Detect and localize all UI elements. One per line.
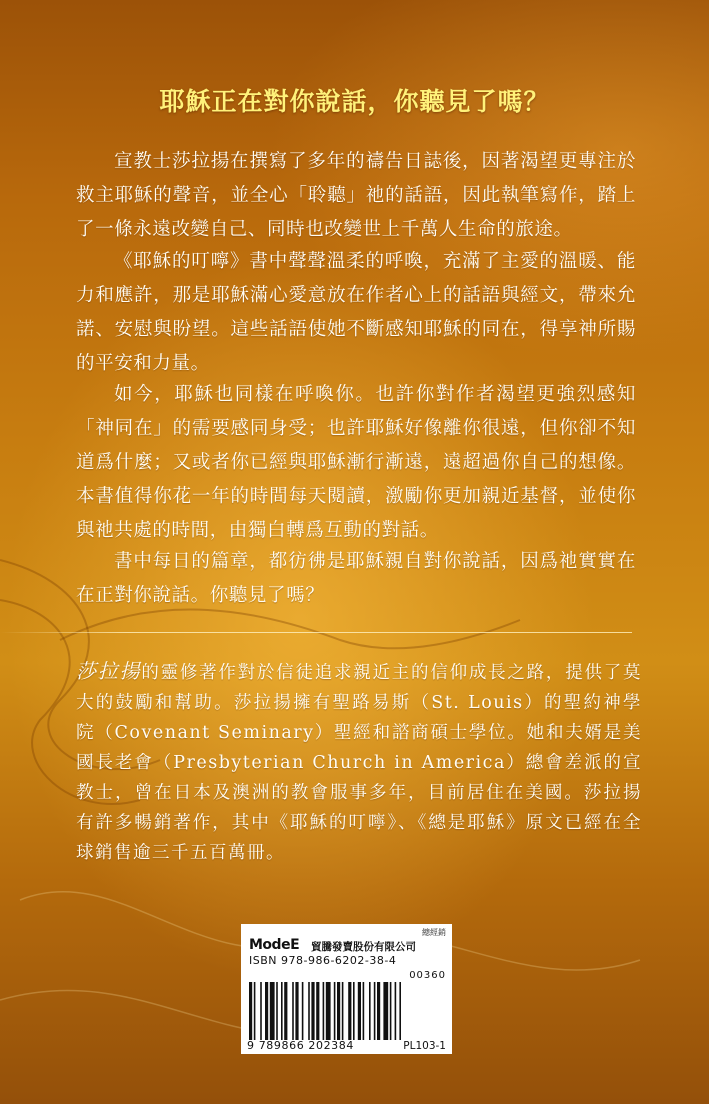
author-bio	[76, 656, 642, 868]
barcode-stripe	[260, 982, 262, 1040]
barcode-stripe	[353, 982, 355, 1040]
barcode-stripe	[311, 982, 314, 1040]
barcode-stripe	[342, 982, 344, 1040]
barcode-stripe	[276, 982, 278, 1040]
author-name: 莎拉揚	[76, 659, 142, 683]
barcode-stripe	[254, 982, 256, 1040]
barcode-stripe	[284, 982, 287, 1040]
barcode-stripe	[292, 982, 294, 1040]
barcode-stripe	[369, 982, 371, 1040]
barcode-stripe	[249, 982, 252, 1040]
barcode-stripe	[281, 982, 283, 1040]
publisher-company: 貿騰發賣股份有限公司	[311, 941, 416, 953]
barcode-stripe	[295, 982, 298, 1040]
isbn-text: ISBN 978-986-6202-38-4	[249, 954, 397, 967]
barcode-stripe	[377, 982, 380, 1040]
distributor-label: 總經銷	[422, 928, 446, 937]
barcode-stripe	[323, 982, 325, 1040]
price-code: 00360	[409, 970, 446, 981]
paragraph-3: 如今，耶穌也同樣在呼喚你。也許你對作者渴望更強烈感知「神同在」的需要感同身受；也許耶穌好像離你很遠，但你卻不知道爲什麼；又或者你已經與耶穌漸行漸遠，遠超過你自己的想像。本書值得你花一年的時間每天閱讀，激勵你更加親近基督，並使你與祂共處的時間，由獨白轉爲互動的對話。	[76, 384, 636, 541]
paragraph-2: 《耶穌的叮嚀》書中聲聲溫柔的呼喚，充滿了主愛的溫暖、能力和應許，那是耶穌滿心愛意放在作者心上的話語與經文，帶來允諾、安慰與盼望。這些話語使她不斷感知耶穌的同在，得享神所賜的平安和力量。	[76, 251, 636, 374]
publisher-logo: ModeE	[249, 937, 300, 953]
section-divider	[0, 632, 632, 633]
barcode-stripe	[334, 982, 336, 1040]
barcode-bars	[249, 982, 445, 1040]
author-bio-text: 的靈修著作對於信徒追求親近主的信仰成長之路，提供了莫大的鼓勵和幫助。莎拉揚擁有聖路易斯（St. Louis）的聖約神學院（Covenant Seminary）聖經和諮商碩士學位。她和夫婿是美國長老會（Presbyterian Church in America）總會差派的宣教士，曾在日本及澳洲的教會服事多年，目前居住在美國。莎拉揚有許多暢銷著作，其中《耶穌的叮嚀》、《總是耶穌》原文已經在全球銷售逾三千五百萬冊。	[76, 663, 643, 863]
barcode-stripe	[390, 982, 392, 1040]
barcode-stripe	[383, 982, 388, 1040]
barcode-stripe	[399, 982, 401, 1040]
barcode-number: 9 789866 202384	[247, 1039, 354, 1052]
barcode-stripe	[316, 982, 319, 1040]
barcode-stripe	[337, 982, 340, 1040]
barcode-stripe	[374, 982, 376, 1040]
barcode-stripe	[265, 982, 268, 1040]
barcode-stripe	[363, 982, 365, 1040]
product-code: PL103-1	[403, 1040, 446, 1052]
barcode-stripe	[348, 982, 351, 1040]
barcode-label	[241, 924, 452, 1054]
barcode-stripe	[395, 982, 397, 1040]
barcode-stripe	[358, 982, 361, 1040]
barcode-stripe	[308, 982, 310, 1040]
headline: 耶穌正在對你說話，你聽見了嗎？	[159, 87, 550, 116]
barcode-stripe	[326, 982, 331, 1040]
barcode-stripe	[270, 982, 275, 1040]
paragraph-4: 書中每日的篇章，都彷彿是耶穌親自對你說話，因爲祂實實在在正對你說話。你聽見了嗎？	[76, 551, 636, 606]
paragraph-1: 宣教士莎拉揚在撰寫了多年的禱告日誌後，因著渴望更專注於救主耶穌的聲音，並全心「聆聽」祂的話語，因此執筆寫作，踏上了一條永遠改變自己、同時也改變世上千萬人生命的旅途。	[76, 151, 636, 240]
barcode-stripe	[302, 982, 304, 1040]
